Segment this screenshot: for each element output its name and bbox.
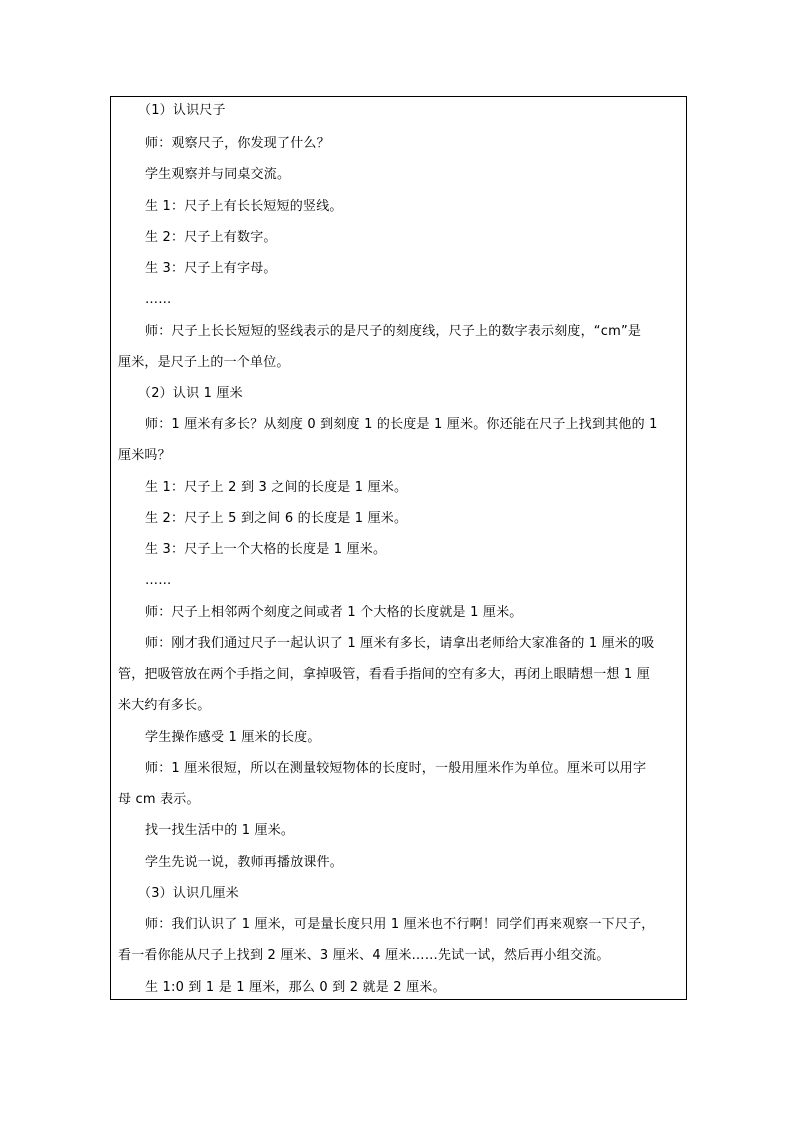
student-line: 生 3：尺子上有字母。 <box>145 261 277 276</box>
section-heading-ruler: （1）认识尺子 <box>138 103 226 118</box>
ellipsis-line: …… <box>145 292 172 307</box>
student-line: 生 3：尺子上一个大格的长度是 1 厘米。 <box>145 542 387 557</box>
student-line: 生 1:0 到 1 是 1 厘米，那么 0 到 2 就是 2 厘米。 <box>145 980 446 995</box>
student-line: 学生操作感受 1 厘米的长度。 <box>145 730 321 745</box>
teacher-line-continued: 看一看你能从尺子上找到 2 厘米、3 厘米、4 厘米……先试一试，然后再小组交流。 <box>118 948 610 963</box>
teacher-line: 师：刚才我们通过尺子一起认识了 1 厘米有多长，请拿出老师给大家准备的 1 厘米的吸 <box>145 636 655 651</box>
student-line: 生 1：尺子上有长长短短的竖线。 <box>145 199 343 214</box>
teacher-line-continued: 厘米，是尺子上的一个单位。 <box>118 355 290 370</box>
student-line: 生 2：尺子上有数字。 <box>145 230 277 245</box>
section-heading-one-cm: （2）认识 1 厘米 <box>138 386 243 401</box>
teacher-line: 师：我们认识了 1 厘米，可是量长度只用 1 厘米也不行啊！同学们再来观察一下尺子， <box>145 917 655 932</box>
teacher-line: 师：尺子上长长短短的竖线表示的是尺子的刻度线，尺子上的数字表示刻度，“cm”是 <box>145 324 642 339</box>
teacher-line: 师：1 厘米有多长？从刻度 0 到刻度 1 的长度是 1 厘米。你还能在尺子上找到其他的 1 <box>145 417 658 432</box>
student-line: 学生观察并与同桌交流。 <box>145 167 291 182</box>
teacher-line-continued: 管，把吸管放在两个手指之间，拿掉吸管，看看手指间的空有多大，再闭上眼睛想一想 1 厘 <box>118 667 650 682</box>
student-line: 生 1：尺子上 2 到 3 之间的长度是 1 厘米。 <box>145 480 408 495</box>
ellipsis-line: …… <box>145 573 172 588</box>
section-heading-several-cm: （3）认识几厘米 <box>138 886 239 901</box>
teacher-line: 师：观察尺子，你发现了什么？ <box>145 136 330 151</box>
teacher-line-continued: 厘米吗？ <box>118 448 171 463</box>
teacher-line: 师：1 厘米很短，所以在测量较短物体的长度时，一般用厘米作为单位。厘米可以用字 <box>145 761 647 776</box>
teacher-line: 师：尺子上相邻两个刻度之间或者 1 个大格的长度就是 1 厘米。 <box>145 605 523 620</box>
activity-line: 找一找生活中的 1 厘米。 <box>145 823 295 838</box>
activity-line: 学生先说一说，教师再播放课件。 <box>145 855 344 870</box>
teacher-line-continued: 米大约有多长。 <box>118 698 211 713</box>
student-line: 生 2：尺子上 5 到之间 6 的长度是 1 厘米。 <box>145 511 408 526</box>
teacher-line-continued: 母 cm 表示。 <box>118 792 200 807</box>
